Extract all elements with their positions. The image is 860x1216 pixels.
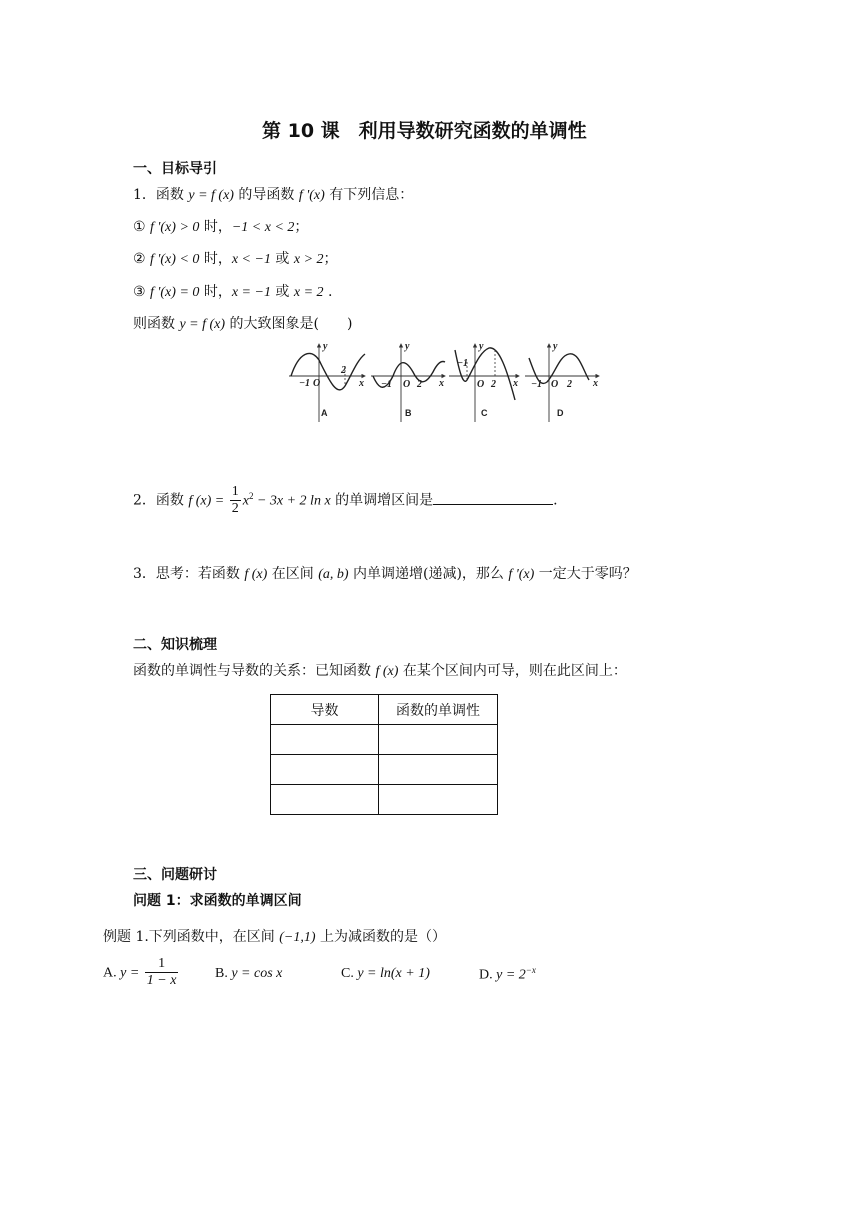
graph-a-axis-x: x xyxy=(359,378,364,389)
table-cell[interactable] xyxy=(271,755,379,785)
page-title: 第 10 课 利用导数研究函数的单调性 xyxy=(262,120,587,142)
table-header-monotonicity: 函数的单调性 xyxy=(379,695,498,725)
graph-c-label-2: 2 xyxy=(491,379,496,390)
q3-line: 3．思考：若函数 f (x) 在区间 (a, b) 内单调递增(递减)，那么 f '(x) 一定大于零吗？ xyxy=(133,566,637,582)
graph-d[interactable] xyxy=(525,341,599,422)
graph-a-letter: A xyxy=(321,408,328,418)
q1-condition-1: ① f '(x) > 0 时，−1 < x < 2； xyxy=(133,219,309,235)
graph-b-label-2: 2 xyxy=(417,379,422,390)
graph-a-axis-y: y xyxy=(323,341,328,352)
table-cell[interactable] xyxy=(271,785,379,815)
graph-d-axis-y: y xyxy=(553,341,558,352)
problem1-heading: 问题 1：求函数的单调区间 xyxy=(133,893,302,909)
q1-condition-2: ② f '(x) < 0 时，x < −1 或 x > 2； xyxy=(133,251,338,267)
graph-b-axis-x: x xyxy=(439,378,444,389)
graph-a-label-o: O xyxy=(313,378,321,389)
graph-b[interactable] xyxy=(371,341,445,422)
section1-heading: 一、目标导引 xyxy=(133,161,217,177)
table-header-derivative: 导数 xyxy=(271,695,379,725)
graph-b-axis-y: y xyxy=(405,341,410,352)
answer-graphs xyxy=(285,340,605,425)
knowledge-table xyxy=(270,694,498,815)
graph-d-axis-x: x xyxy=(593,378,598,389)
graph-d-label-o: O xyxy=(551,379,559,390)
graph-b-label-neg1: −1 xyxy=(381,379,393,390)
graph-d-label-2: 2 xyxy=(567,379,572,390)
table-cell[interactable] xyxy=(379,725,498,755)
section2-heading: 二、知识梳理 xyxy=(133,637,217,653)
table-cell[interactable] xyxy=(271,725,379,755)
graph-c[interactable] xyxy=(449,341,519,422)
graph-c-axis-y: y xyxy=(479,341,484,352)
option-d[interactable]: D. $y = 2^{-x}$ xyxy=(479,965,536,983)
q1-question: 则函数 y = f (x) 的大致图象是( ) xyxy=(133,316,353,332)
q2-line: 2．函数 f (x) = $\frac{1}{2}$ $x^2 - 3x + 2$ ln x 的单调增区间是 . xyxy=(133,484,558,517)
graph-a-label-2: 2 xyxy=(341,365,346,376)
example1-stem: 例题 1.下列函数中，在区间 (−1,1) 上为减函数的是（） xyxy=(103,929,446,945)
section3-heading: 三、问题研讨 xyxy=(133,867,217,883)
q2-answer-blank[interactable] xyxy=(433,492,553,505)
graph-b-label-o: O xyxy=(403,379,411,390)
table-cell[interactable] xyxy=(379,755,498,785)
graph-d-letter: D xyxy=(557,408,564,418)
table-cell[interactable] xyxy=(379,785,498,815)
graph-c-letter: C xyxy=(481,408,488,418)
graph-c-label-neg1: −1 xyxy=(457,358,469,369)
section2-intro: 函数的单调性与导数的关系：已知函数 f (x) 在某个区间内可导，则在此区间上： xyxy=(133,663,627,679)
q1-condition-3: ③ f '(x) = 0 时，x = −1 或 x = 2 . xyxy=(133,284,333,300)
q1-intro: 1．函数 y = f (x) 的导函数 f '(x) 有下列信息： xyxy=(133,187,414,203)
graph-b-letter: B xyxy=(405,408,412,418)
graph-a-label-neg1: −1 xyxy=(299,378,311,389)
option-c[interactable]: C. y = ln(x + 1) xyxy=(341,966,430,981)
graph-c-label-o: O xyxy=(477,379,485,390)
option-b[interactable]: B. y = cos x xyxy=(215,966,283,981)
graph-c-axis-x: x xyxy=(513,378,518,389)
graph-d-label-neg1: −1 xyxy=(531,379,543,390)
option-a[interactable]: A. y = $\frac{1}{1 - x}$ xyxy=(103,956,177,989)
graph-a[interactable] xyxy=(289,341,365,422)
